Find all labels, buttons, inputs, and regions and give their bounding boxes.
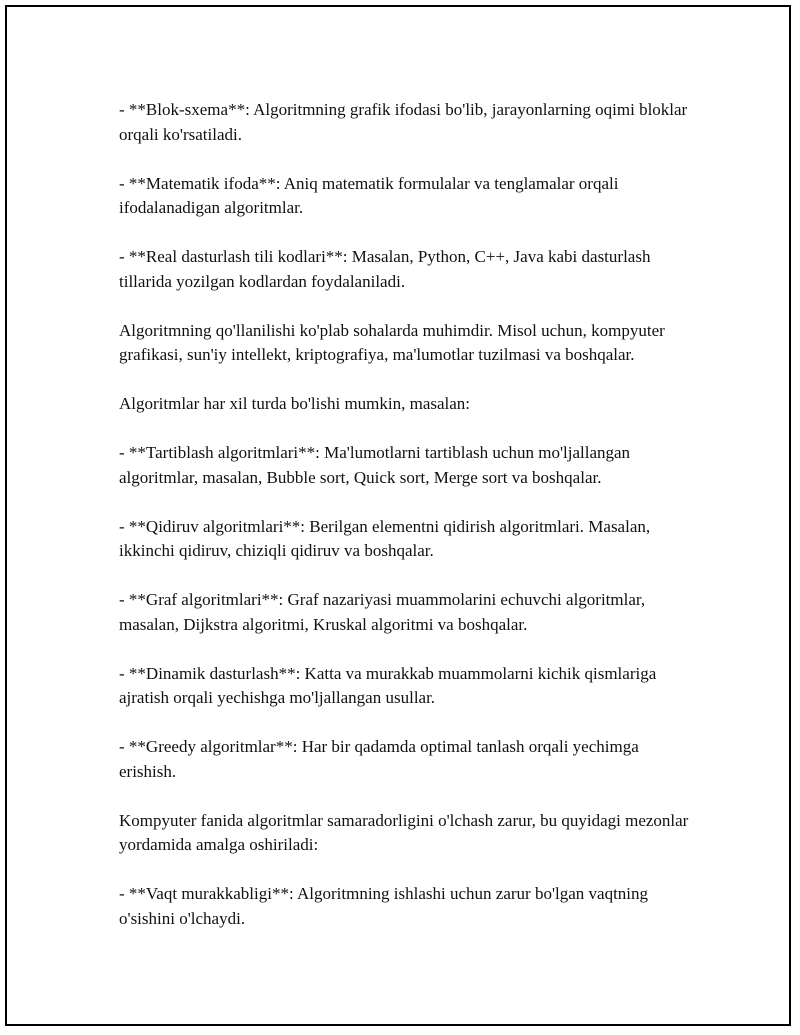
paragraph-real-dasturlash: - **Real dasturlash tili kodlari**: Masalan, Python, C++, Java kabi dasturlash tillarida yozilgan kodlardan foydalaniladi.: [119, 247, 651, 291]
paragraph-matematik-ifoda: - **Matematik ifoda**: Aniq matematik formulalar va tenglamalar orqali ifodalanadigan algoritmlar.: [119, 173, 619, 217]
paragraph-turlar-intro: Algoritmlar har xil turda bo'lishi mumkin, masalan:: [119, 394, 471, 413]
paragraph-vaqt-murakkabligi: - **Vaqt murakkabligi**: Algoritmning ishlashi uchun zarur bo'lgan vaqtning o'sishini o'lchaydi.: [119, 884, 649, 928]
paragraph-blok-sxema: - **Blok-sxema**: Algoritmning grafik ifodasi bo'lib, jarayonlarning oqimi bloklar orqali ko'rsatiladi.: [119, 100, 688, 144]
document-page: [5, 5, 791, 1026]
paragraph-qollanilishi: Algoritmning qo'llanilishi ko'plab sohalarda muhimdir. Misol uchun, kompyuter grafikasi, sun'iy intellekt, kriptografiya, ma'lumotlar tuzilmasi va boshqalar.: [119, 320, 665, 364]
paragraph-samaradorlik: Kompyuter fanida algoritmlar samaradorligini o'lchash zarur, bu quyidagi mezonlar yordamida amalga oshiriladi:: [119, 810, 689, 854]
paragraph-tartiblash: - **Tartiblash algoritmlari**: Ma'lumotlarni tartiblash uchun mo'ljallangan algoritmlar, masalan, Bubble sort, Quick sort, Merge sort va boshqalar.: [119, 443, 631, 487]
document-body: [119, 98, 694, 956]
paragraph-qidiruv: - **Qidiruv algoritmlari**: Berilgan elementni qidirish algoritmlari. Masalan, ikkinchi qidiruv, chiziqli qidiruv va boshqalar.: [119, 516, 651, 560]
paragraph-graf: - **Graf algoritmlari**: Graf nazariyasi muammolarini echuvchi algoritmlar, masalan, Dijkstra algoritmi, Kruskal algoritmi va boshqalar.: [119, 590, 646, 634]
paragraph-dinamik: - **Dinamik dasturlash**: Katta va murakkab muammolarni kichik qismlariga ajratish orqali yechishga mo'ljallangan usullar.: [119, 663, 657, 707]
paragraph-greedy: - **Greedy algoritmlar**: Har bir qadamda optimal tanlash orqali yechimga erishish.: [119, 737, 639, 781]
